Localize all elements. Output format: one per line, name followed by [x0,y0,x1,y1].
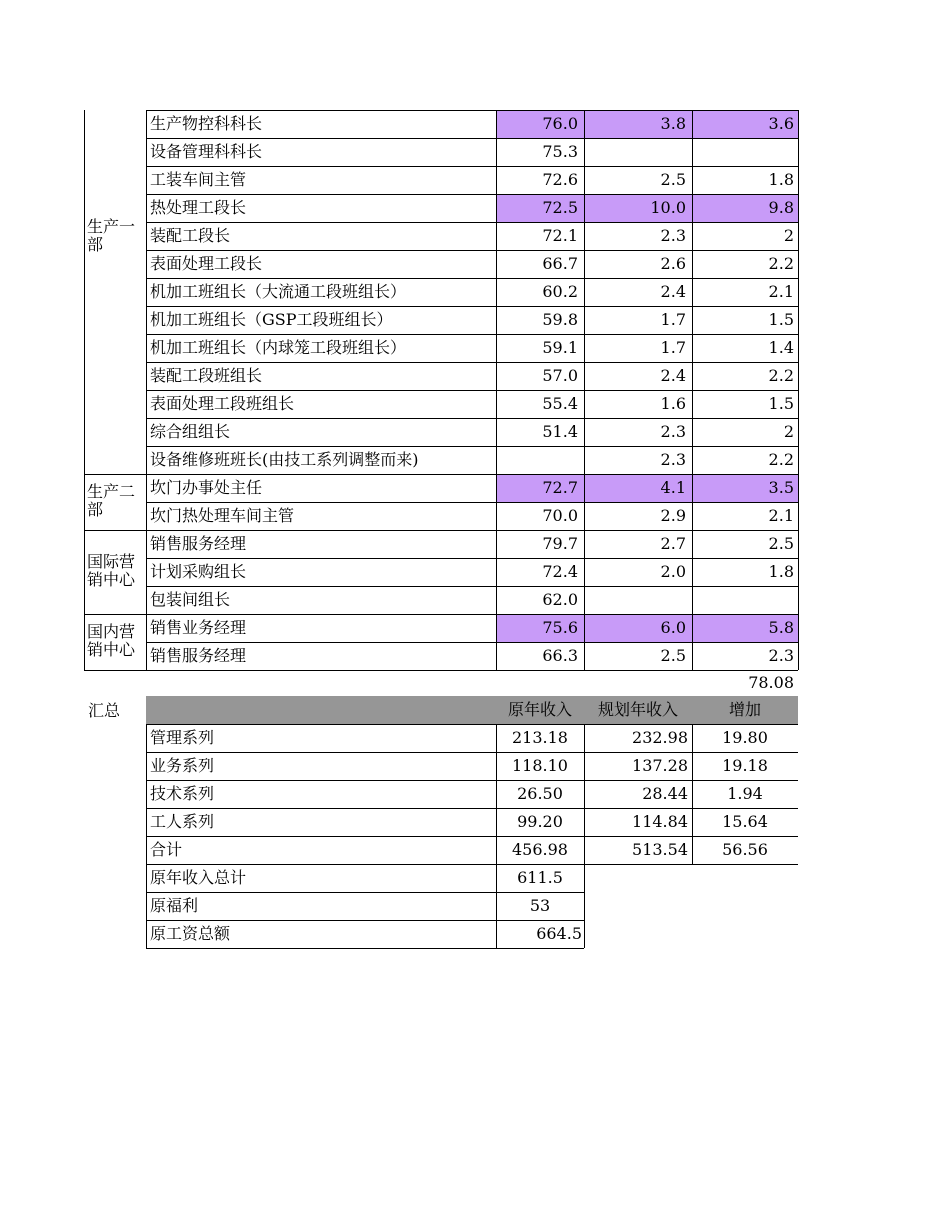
position-value-1: 1.7 [660,310,686,329]
position-value-2: 3.5 [692,474,798,502]
grid-hline [146,780,798,781]
grid-vline [146,724,147,864]
table-row [0,362,800,390]
position-score: 72.6 [542,170,578,189]
table-row [0,166,800,194]
position-value-2: 2.2 [768,254,794,273]
summary-header [146,696,798,724]
position-value-1: 2.7 [660,534,686,553]
grid-hline [146,558,798,559]
grid-hline [146,334,798,335]
grid-hline [146,892,584,893]
position-value-2: 2.2 [768,366,794,385]
grid-hline [146,836,798,837]
table-row [0,446,800,474]
summary-extra-row [0,920,800,948]
position-value-1: 2.3 [660,422,686,441]
grid-vline [146,864,147,948]
position-score: 72.1 [542,226,578,245]
position-score: 76.0 [496,110,584,138]
summary-increase: 19.18 [722,756,768,775]
table-row [0,418,800,446]
grid-hline [146,752,798,753]
summary-extra-value: 53 [529,896,551,915]
table-row [0,586,800,614]
position-value-2: 1.5 [768,310,794,329]
position-value-2: 1.5 [768,394,794,413]
summary-row [0,808,800,836]
position-value-1 [584,586,692,614]
table-row [0,530,800,558]
position-name: 综合组组长 [150,422,231,441]
position-value-2: 1.4 [768,338,794,357]
position-name: 热处理工段长 [150,198,247,217]
grid-vline [146,110,147,670]
position-value-1: 2.3 [660,226,686,245]
column-total: 78.08 [748,673,794,692]
grid-hline [146,530,798,531]
position-value-2: 2.5 [768,534,794,553]
position-score: 79.7 [542,534,578,553]
grid-hline [146,222,798,223]
grid-hline [146,670,798,671]
position-score: 72.4 [542,562,578,581]
position-name: 机加工班组长（大流通工段班组长） [150,282,407,301]
grid-hline [146,502,798,503]
grid-hline [146,138,798,139]
position-value-1: 1.7 [660,338,686,357]
dept-label: 生产一部 [87,217,136,254]
grid-vline [584,110,585,670]
position-name: 坎门热处理车间主管 [150,506,295,525]
summary-extra-row [0,892,800,920]
position-value-1: 2.4 [660,282,686,301]
position-value-1: 3.8 [584,110,692,138]
summary-planned: 137.28 [632,756,688,775]
summary-name: 管理系列 [150,728,215,747]
position-score [496,446,584,474]
summary-original: 456.98 [512,840,568,859]
position-name: 生产物控科科长 [150,114,263,133]
position-name: 销售业务经理 [150,618,247,637]
summary-increase: 56.56 [722,840,768,859]
position-value-1: 2.4 [660,366,686,385]
position-name: 设备维修班班长(由技工系列调整而来) [150,450,419,469]
position-name: 工装车间主管 [150,170,247,189]
summary-planned: 28.44 [642,784,688,803]
grid-hline [146,948,584,949]
position-value-2: 2.1 [768,282,794,301]
summary-extra-name: 原福利 [150,896,199,915]
grid-vline [496,110,497,670]
table-row [0,110,800,138]
grid-hline [146,390,798,391]
position-value-1 [584,138,692,166]
grid-hline [146,920,584,921]
position-score: 72.7 [496,474,584,502]
table-row [0,474,800,502]
table-row [0,334,800,362]
position-score: 59.8 [542,310,578,329]
summary-increase: 19.80 [722,728,768,747]
position-name: 装配工段班组长 [150,366,263,385]
position-name: 销售服务经理 [150,646,247,665]
grid-vline [84,110,85,670]
summary-planned: 114.84 [632,812,688,831]
position-score: 66.7 [542,254,578,273]
position-value-2: 2.3 [768,646,794,665]
summary-original: 26.50 [517,784,563,803]
grid-hline [146,474,798,475]
grid-hline [84,474,146,475]
header-planned-income: 规划年收入 [597,700,678,719]
grid-hline [84,530,146,531]
table-row [0,306,800,334]
position-score: 62.0 [542,590,578,609]
grid-hline [146,166,798,167]
dept-label: 国际营销中心 [87,552,136,589]
position-name: 机加工班组长（GSP工段班组长） [150,310,393,329]
position-name: 表面处理工段长 [150,254,263,273]
table-row [0,138,800,166]
position-score: 60.2 [542,282,578,301]
position-score: 57.0 [542,366,578,385]
summary-name: 技术系列 [150,784,215,803]
position-name: 坎门办事处主任 [150,478,263,497]
table-row [0,642,800,670]
summary-extra-name: 原年收入总计 [150,868,247,887]
position-name: 包装间组长 [150,590,231,609]
summary-row [0,724,800,752]
position-value-2: 2 [783,422,794,441]
position-value-2: 1.8 [768,170,794,189]
grid-hline [146,250,798,251]
position-name: 计划采购组长 [150,562,247,581]
position-score: 72.5 [496,194,584,222]
position-value-1: 4.1 [584,474,692,502]
summary-planned: 232.98 [632,728,688,747]
table-row [0,222,800,250]
grid-vline [496,864,497,948]
position-score: 59.1 [542,338,578,357]
grid-hline [146,194,798,195]
dept-label: 生产二部 [87,482,136,519]
position-value-1: 2.0 [660,562,686,581]
summary-original: 118.10 [512,756,568,775]
position-value-2: 1.8 [768,562,794,581]
grid-hline [146,446,798,447]
summary-original: 99.20 [517,812,563,831]
position-value-2: 9.8 [692,194,798,222]
grid-hline [146,362,798,363]
summary-name: 合计 [150,840,183,859]
grid-hline [146,418,798,419]
summary-planned: 513.54 [632,840,688,859]
grid-vline [584,864,585,948]
position-score: 51.4 [542,422,578,441]
grid-vline [692,110,693,670]
grid-hline [146,306,798,307]
summary-row [0,752,800,780]
summary-label: 汇总 [88,701,121,720]
grid-vline [496,724,497,864]
grid-hline [146,724,798,725]
table-row [0,250,800,278]
summary-name: 业务系列 [150,756,215,775]
table-row [0,502,800,530]
column-total-row [0,669,800,697]
position-value-1: 2.5 [660,646,686,665]
header-original-income: 原年收入 [507,700,572,719]
grid-hline [146,586,798,587]
position-name: 销售服务经理 [150,534,247,553]
summary-name: 工人系列 [150,812,215,831]
grid-hline [84,614,146,615]
summary-row [0,836,800,864]
grid-vline [584,724,585,864]
grid-vline [798,110,799,670]
summary-row [0,780,800,808]
summary-extra-name: 原工资总额 [150,924,231,943]
summary-extra-value: 611.5 [517,868,563,887]
position-value-2: 2.1 [768,506,794,525]
position-value-1: 10.0 [584,194,692,222]
grid-hline [146,642,798,643]
position-value-1: 2.9 [660,506,686,525]
position-value-2: 5.8 [692,614,798,642]
table-row [0,614,800,642]
position-value-2 [692,586,798,614]
summary-increase: 1.94 [727,784,763,803]
position-value-1: 2.5 [660,170,686,189]
position-value-1: 2.6 [660,254,686,273]
position-score: 75.6 [496,614,584,642]
position-score: 55.4 [542,394,578,413]
position-score: 66.3 [542,646,578,665]
grid-hline [84,670,146,671]
position-value-2 [692,138,798,166]
position-name: 机加工班组长（内球笼工段班组长） [150,338,407,357]
position-name: 装配工段长 [150,226,231,245]
grid-vline [692,724,693,864]
grid-hline [146,614,798,615]
position-score: 75.3 [542,142,578,161]
position-name: 设备管理科科长 [150,142,263,161]
position-score: 70.0 [542,506,578,525]
position-value-2: 3.6 [692,110,798,138]
table-row [0,278,800,306]
grid-hline [146,808,798,809]
position-value-1: 1.6 [660,394,686,413]
position-value-2: 2.2 [768,450,794,469]
grid-hline [146,864,798,865]
summary-extra-value: 664.5 [536,924,582,943]
summary-increase: 15.64 [722,812,768,831]
table-row [0,390,800,418]
table-row [0,558,800,586]
position-value-1: 6.0 [584,614,692,642]
summary-extra-row [0,864,800,892]
grid-hline [146,278,798,279]
grid-hline [146,110,798,111]
position-value-1: 2.3 [660,450,686,469]
summary-original: 213.18 [512,728,568,747]
dept-label: 国内营销中心 [87,622,136,659]
position-value-2: 2 [783,226,794,245]
header-increase: 增加 [728,700,761,719]
table-row [0,194,800,222]
position-name: 表面处理工段班组长 [150,394,295,413]
